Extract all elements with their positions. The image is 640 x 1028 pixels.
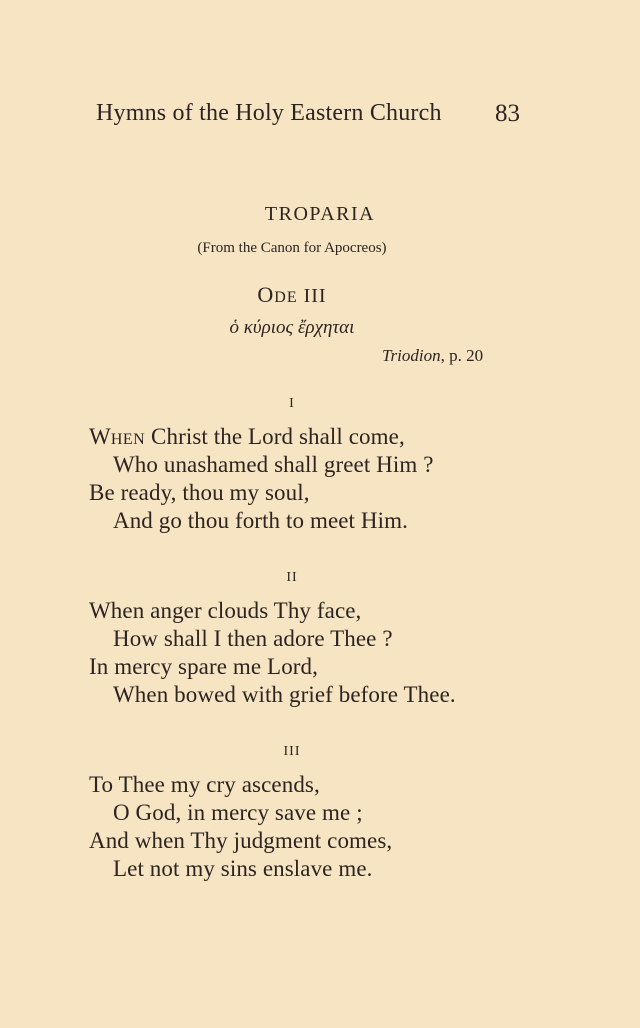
section-subheading: (From the Canon for Apocreos) (197, 240, 387, 256)
ode-heading (0, 282, 584, 308)
stanza-1-line-2: Who unashamed shall greet Him ? (113, 452, 434, 477)
small-caps-rest: HEN (110, 431, 146, 448)
stanza-2-line-1: When anger clouds Thy face, (89, 598, 362, 623)
stanza-3-line-4: Let not my sins enslave me. (113, 856, 373, 881)
source-reference (382, 346, 483, 366)
stanza-3-line-3: And when Thy judgment comes, (89, 828, 393, 853)
section-heading: TROPARIA (264, 203, 376, 225)
page-number: 83 (495, 100, 520, 127)
source-title: Triodion (382, 346, 441, 365)
stanza-1-line-3: Be ready, thou my soul, (89, 480, 310, 505)
stanza-2-line-4: When bowed with grief before Thee. (113, 682, 456, 707)
source-page: , p. 20 (440, 346, 484, 365)
ode-number: III (303, 285, 327, 307)
stanza-3-line-2: O God, in mercy save me ; (113, 800, 363, 825)
stanza-1-line-1 (89, 424, 405, 450)
stanza-numeral-2: II (286, 570, 298, 585)
ode-initial: O (257, 282, 275, 307)
drop-initial: W (89, 424, 111, 449)
stanza-2-line-3: In mercy spare me Lord, (89, 654, 319, 679)
running-title: Hymns of the Holy Eastern Church (96, 100, 442, 126)
stanza-2-line-2: How shall I then adore Thee ? (113, 626, 393, 651)
stanza-numeral-1: I (289, 396, 295, 411)
greek-epigraph: ὁ κύριος ἔρχηται (229, 317, 355, 338)
stanza-3-line-1: To Thee my cry ascends, (89, 772, 320, 797)
line-text: Christ the Lord shall come, (145, 424, 405, 449)
stanza-numeral-3: III (283, 744, 301, 759)
stanza-1-line-4: And go thou forth to meet Him. (113, 508, 408, 533)
ode-word-rest: DE (274, 289, 298, 306)
